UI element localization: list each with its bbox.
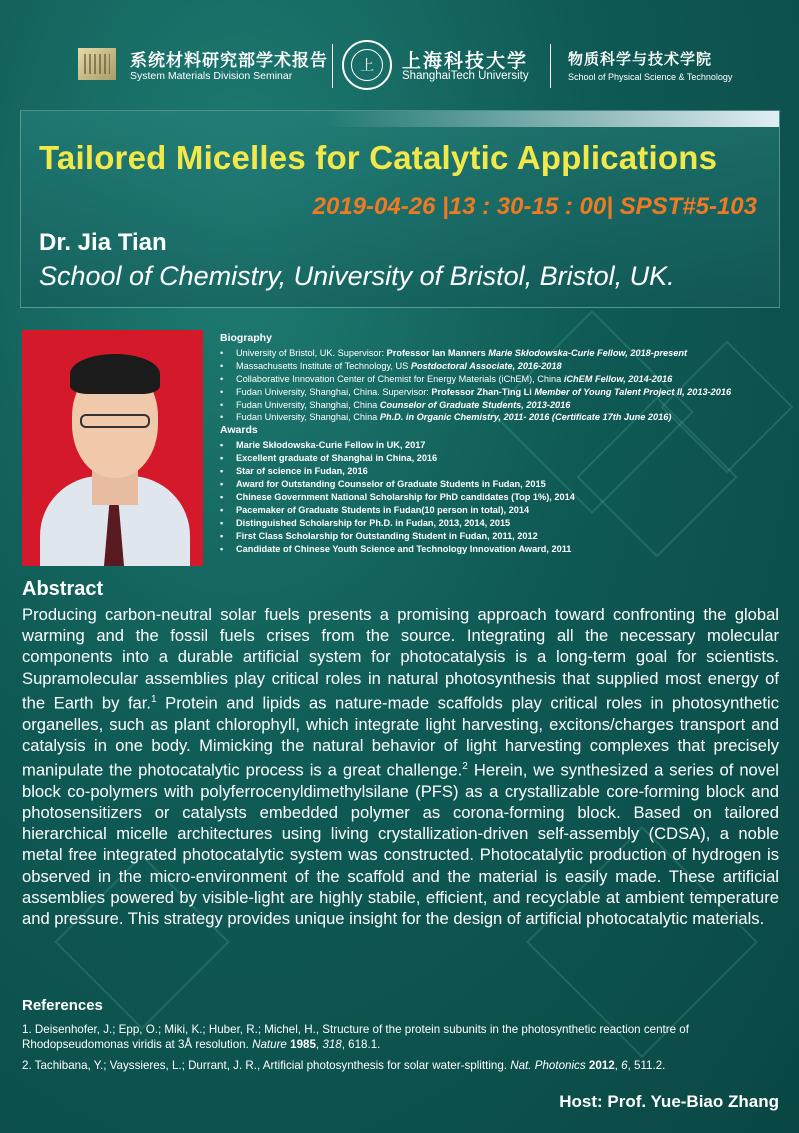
biography-item: • Fudan University, Shanghai, China Ph.D. in Organic Chemistry, 2011- 2016 (Certificate 17th June 2016) [220, 411, 790, 424]
university-seal-logo [342, 40, 392, 90]
biography-section [220, 332, 790, 555]
award-item: • Distinguished Scholarship for Ph.D. in Fudan, 2013, 2014, 2015 [220, 517, 790, 530]
school-name-en: School of Physical Science & Technology [568, 72, 733, 82]
header-divider [550, 44, 551, 88]
biography-item: • University of Bristol, UK. Supervisor: Professor Ian Manners Marie Skłodowska-Curie Fellow, 2018-present [220, 347, 790, 360]
university-name-cn: 上海科技大学 [402, 51, 529, 72]
abstract-text: Producing carbon-neutral solar fuels presents a promising approach toward confronting the global warming and the fossil fuels crises from the source. Integrating all the necessary molecular components into a durable artificial system for photocatalysis is a long-term goal for scientists. Supramolecular assemblies play critical roles in natural photosynthesis that supplied most energy of the Earth by far.$^1$ Protein and lipids as nature-made scaffolds play critical roles in photosynthetic organelles, such as plant chlorophyll, which integrate light harvesting, excitons/charges transport and catalysis in one body. Mimicking the natural behavior of light harvesting complexes that precisely manipulate the photocatalytic process is a great challenge.$^2$ Herein, we synthesized a series of novel block co-polymers with polyferrocenyldimethylsilane (PFS) as a crystallizable core-forming block and photosensitizers or catalysts embedded polymer as corona-forming block. Based on tailored hierarchical micelle architectures using living crystallization-driven self-assembly (CDSA), a noble metal free integrated photocatalytic system was constructed. Photocatalytic production of hydrogen is observed in the micro-environment of the scaffold and the material is easily made. These artificial assemblies powered by visible-light are highly stabile, efficient, and recyclable at ambient temperature and pressure. This strategy provides unique insight for the design of artificial photocatalytic materials. [22, 605, 779, 928]
award-item: • Chinese Government National Scholarship for PhD candidates (Top 1%), 2014 [220, 491, 790, 504]
reference-item: 2. Tachibana, Y.; Vayssieres, L.; Durrant, J. R., Artificial photosynthesis for solar water-splitting. Nat. Photonics 2012, 6, 511.2. [22, 1059, 666, 1072]
talk-datetime: 2019-04-26 |13 : 30-15 : 00| SPST#5-103 [312, 193, 757, 220]
header-divider [332, 44, 333, 88]
division-logo [78, 48, 116, 80]
biography-item: • Massachusetts Institute of Technology, US Postdoctoral Associate, 2016-2018 [220, 360, 790, 373]
awards-heading: Awards [220, 424, 258, 437]
references-heading: References [22, 997, 103, 1014]
award-item: • Star of science in Fudan, 2016 [220, 465, 790, 478]
award-item: • Candidate of Chinese Youth Science and Technology Innovation Award, 2011 [220, 543, 790, 556]
awards-list [220, 439, 790, 555]
title-highlight-bar [21, 111, 779, 127]
university-name-en: ShanghaiTech University [402, 70, 529, 82]
division-name-en: System Materials Division Seminar [130, 70, 293, 82]
seal-emblem: 上 [351, 49, 383, 81]
award-item: • Pacemaker of Graduate Students in Fudan(10 person in total), 2014 [220, 504, 790, 517]
award-item: • Excellent graduate of Shanghai in China, 2016 [220, 452, 790, 465]
references-list [22, 1022, 782, 1079]
award-item: • Award for Outstanding Counselor of Graduate Students in Fudan, 2015 [220, 478, 790, 491]
speaker-affiliation: School of Chemistry, University of Bristol, Bristol, UK. [39, 261, 675, 291]
biography-heading: Biography [220, 332, 272, 344]
award-item: • First Class Scholarship for Outstanding Student in Fudan, 2011, 2012 [220, 530, 790, 543]
header-banner [78, 40, 758, 100]
host-name: Host: Prof. Yue-Biao Zhang [559, 1092, 779, 1111]
title-panel [20, 110, 780, 308]
award-item: • Marie Skłodowska-Curie Fellow in UK, 2017 [220, 439, 790, 452]
biography-list [220, 347, 790, 424]
speaker-photo [22, 330, 203, 566]
school-name-cn: 物质科学与技术学院 [568, 51, 713, 68]
reference-item: 1. Deisenhofer, J.; Epp, O.; Miki, K.; Huber, R.; Michel, H., Structure of the protein subunits in the photosynthetic reaction centre of Rhodopseudomonas viridis at 3Å resolution. Nature 1985, 318, 618.1. [22, 1023, 689, 1051]
talk-title: Tailored Micelles for Catalytic Applications [39, 139, 718, 176]
biography-item: • Fudan University, Shanghai, China. Supervisor: Professor Zhan-Ting Li Member of Young Talent Project II, 2013-2016 [220, 386, 790, 399]
division-name-cn: 系统材料研究部学术报告 [130, 51, 328, 70]
abstract-heading: Abstract [22, 578, 104, 600]
biography-item: • Fudan University, Shanghai, China Counselor of Graduate Students, 2013-2016 [220, 399, 790, 412]
speaker-name: Dr. Jia Tian [39, 229, 167, 256]
biography-item: • Collaborative Innovation Center of Chemist for Energy Materials (iChEM), China iChEM Fellow, 2014-2016 [220, 373, 790, 386]
